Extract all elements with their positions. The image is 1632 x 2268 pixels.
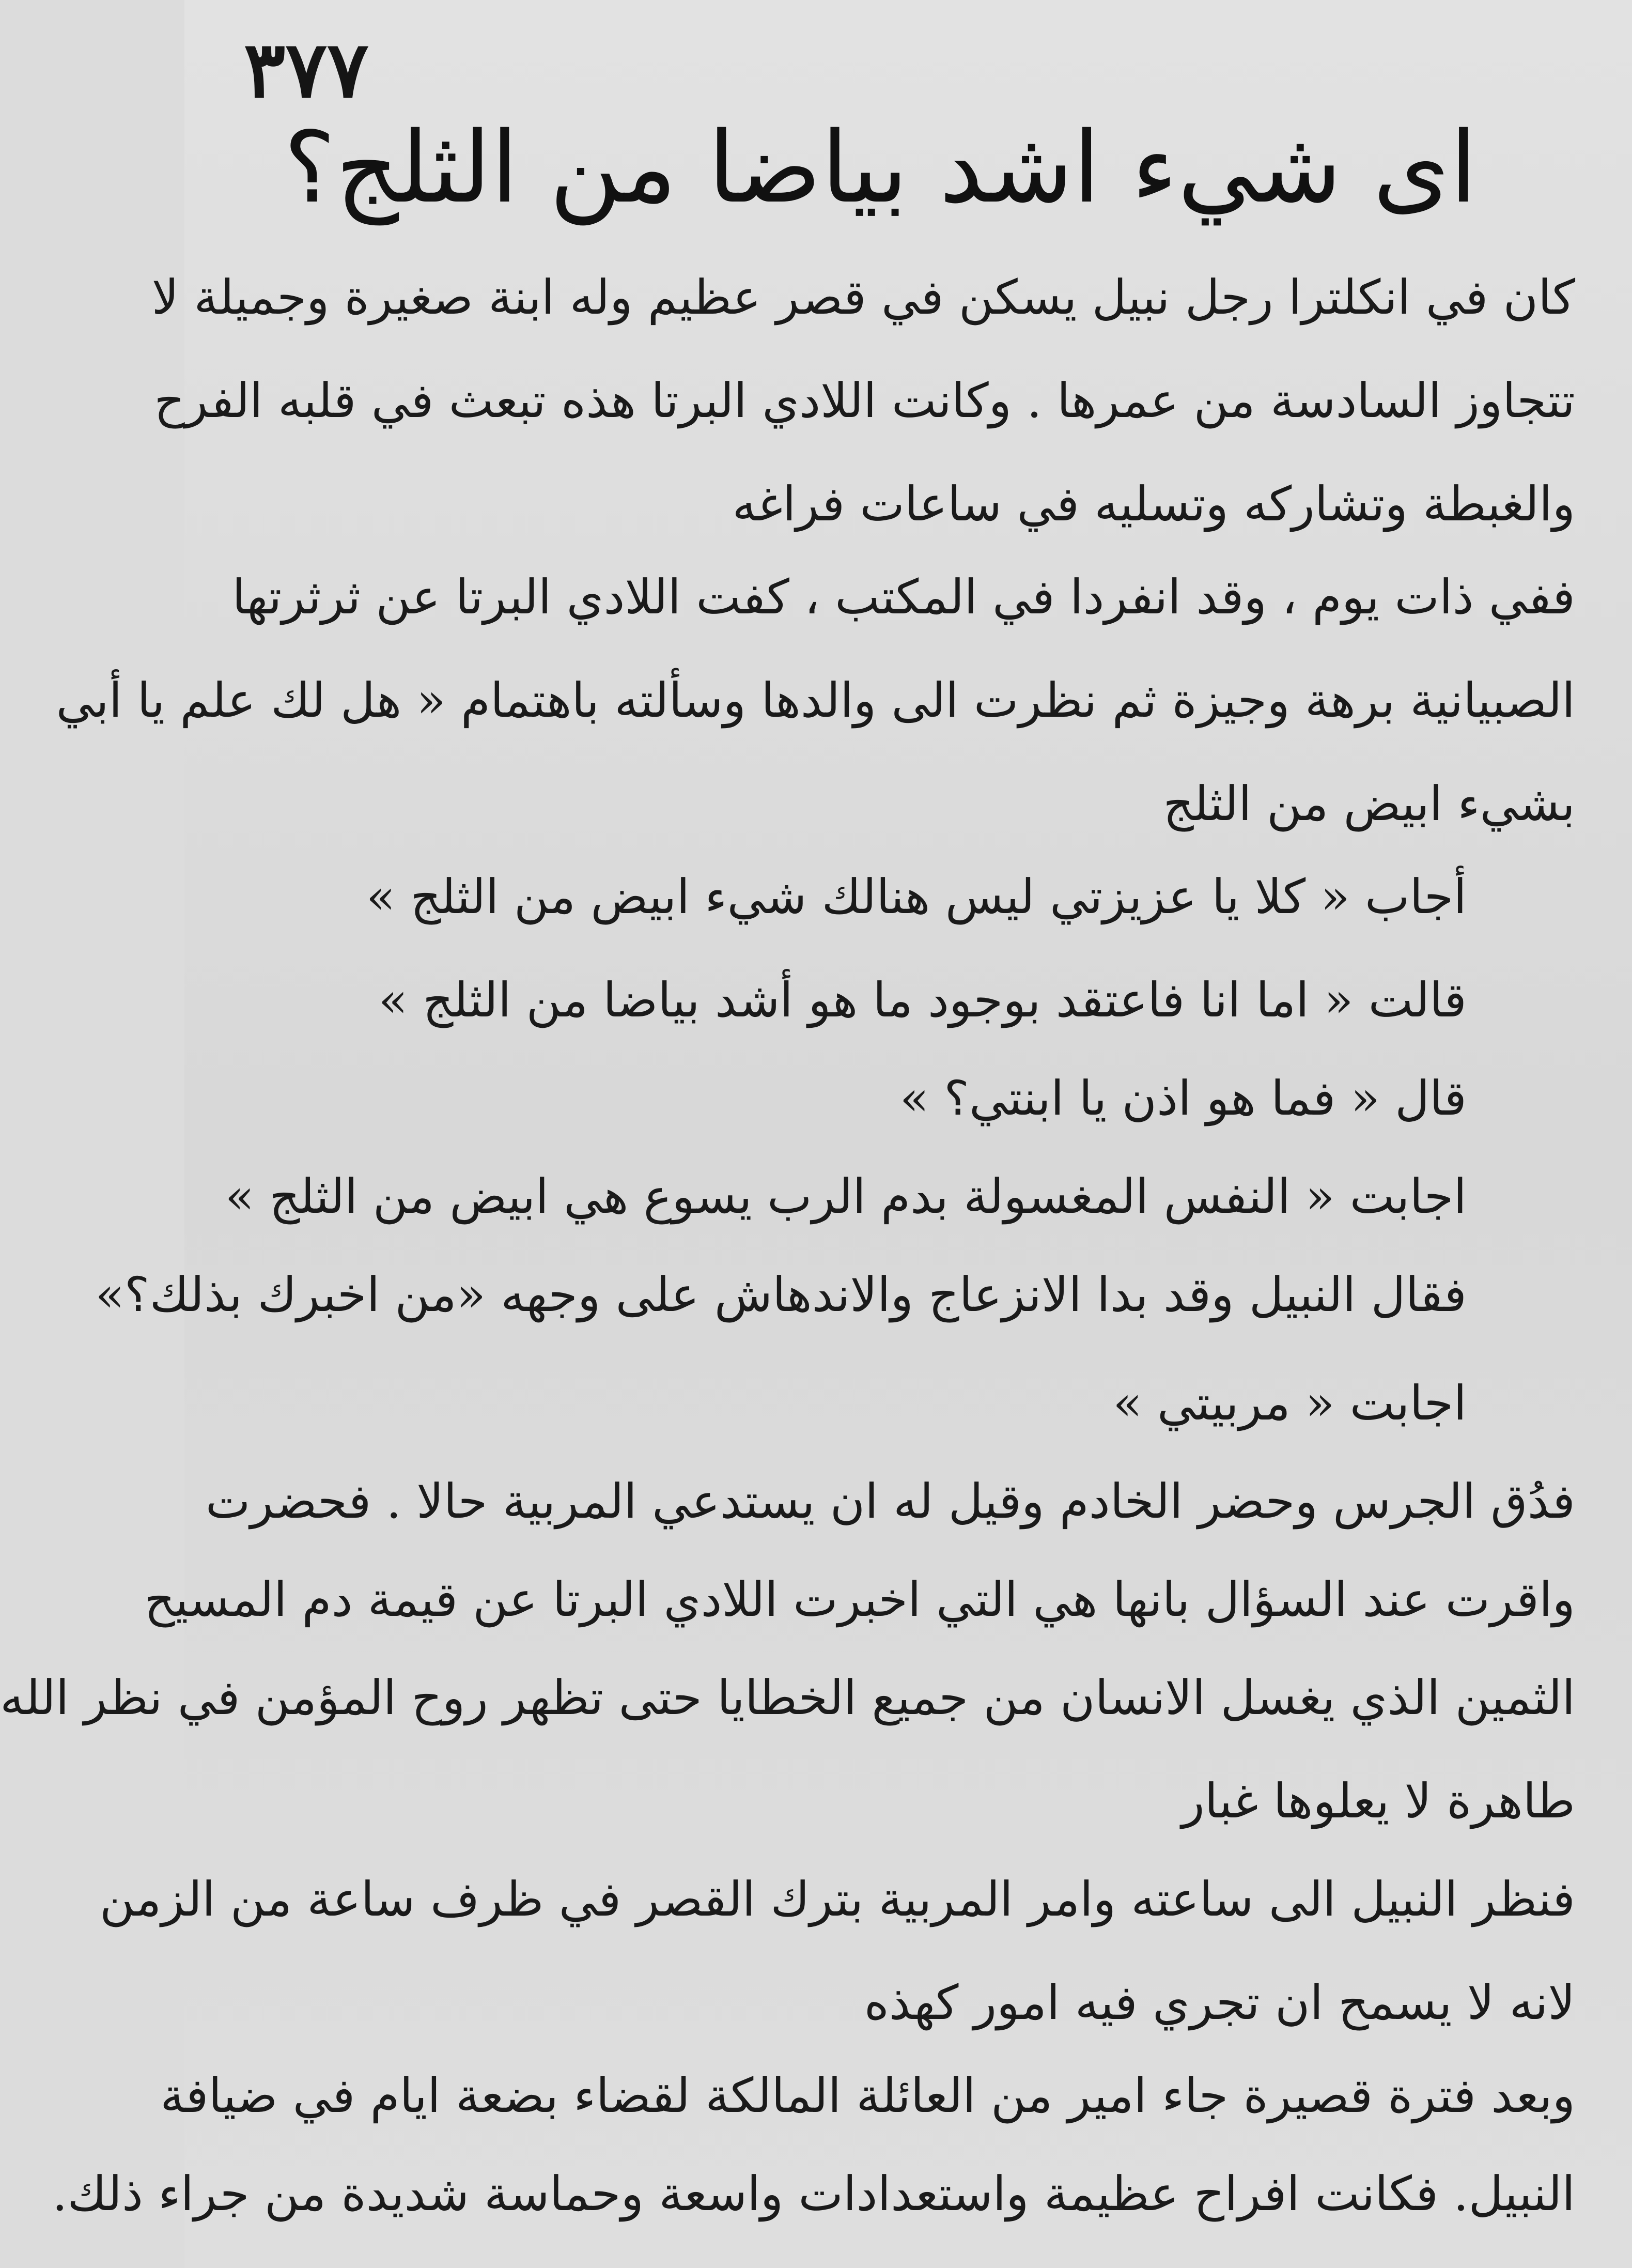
text-line: طاهرة لا يعلوها غبار [1182,1773,1575,1829]
text-line: واقرت عند السؤال بانها هي التي اخبرت اللادي البرتا عن قيمة دم المسيح [144,1572,1575,1627]
text-line: اجابت « النفس المغسولة بدم الرب يسوع هي ابيض من الثلج » [225,1169,1467,1224]
text-line: اجابت « مربيتي » [1113,1376,1467,1431]
text-line: كان في انكلترا رجل نبيل يسكن في قصر عظيم وله ابنة صغيرة وجميلة لا [151,270,1575,325]
text-line: فدُق الجرس وحضر الخادم وقيل له ان يستدعي المربية حالا . فحضرت [205,1474,1575,1529]
text-line: قال « فما هو اذن يا ابنتي؟ » [899,1071,1467,1126]
text-line: فنظر النبيل الى ساعته وامر المربية بترك القصر في ظرف ساعة من الزمن [99,1872,1575,1927]
text-line: الصبيانية برهة وجيزة ثم نظرت الى والدها وسألته باهتمام « هل لك علم يا أبي [56,673,1575,728]
text-line: تتجاوز السادسة من عمرها . وكانت اللادي البرتا هذه تبعث في قلبه الفرح [154,373,1575,428]
text-line: فقال النبيل وقد بدا الانزعاج والاندهاش على وجهه «من اخبرك بذلك؟» [95,1267,1467,1322]
text-line: بشيء ابيض من الثلج [1163,776,1575,831]
page-title: اى شيء اشد بياضا من الثلج؟ [283,111,1477,225]
text-line: لانه لا يسمح ان تجري فيه امور كهذه [864,1975,1575,2030]
text-line: ففي ذات يوم ، وقد انفردا في المكتب ، كفت اللادي البرتا عن ثرثرتها [232,569,1575,625]
text-line: والغبطة وتشاركه وتسليه في ساعات فراغه [732,476,1575,532]
text-line: أجاب « كلا يا عزيزتي ليس هنالك شيء ابيض من الثلج » [366,869,1467,924]
text-line: وبعد فترة قصيرة جاء امير من العائلة المالكة لقضاء بضعة ايام في ضيافة [160,2068,1575,2123]
text-line: الثمين الذي يغسل الانسان من جميع الخطايا حتى تظهر روح المؤمن في نظر الله [0,1670,1575,1725]
text-line: قالت « اما انا فاعتقد بوجود ما هو أشد بياضا من الثلج » [378,973,1467,1028]
page-number: ٣٧٧ [244,24,369,115]
text-line: النبيل. فكانت افراح عظيمة واستعدادات واسعة وحماسة شديدة من جراء ذلك. [52,2166,1575,2221]
